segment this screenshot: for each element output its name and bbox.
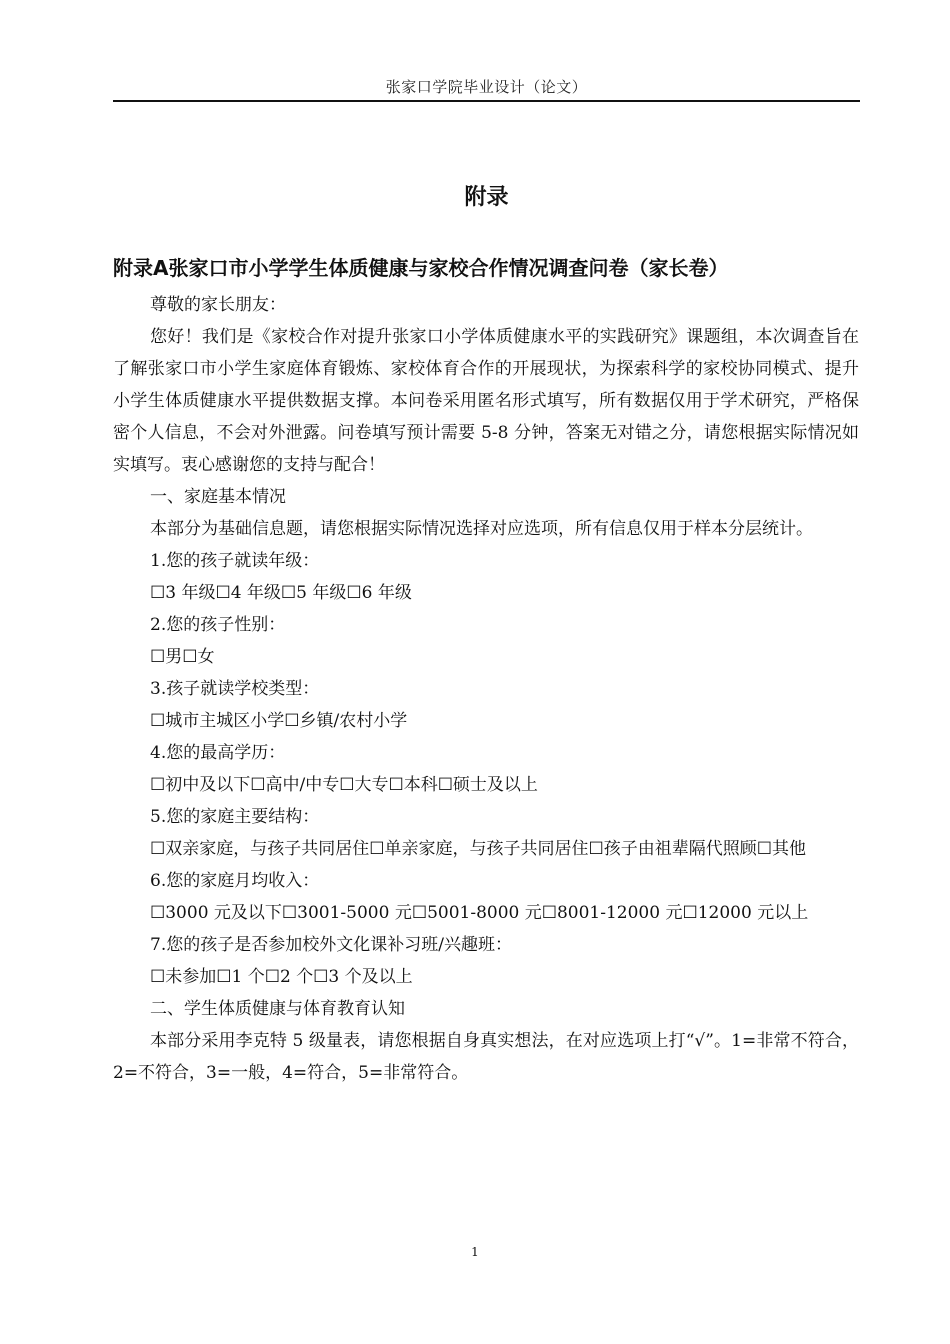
question-3-options: ☐城市主城区小学☐乡镇/农村小学 (150, 711, 408, 731)
running-header: 张家口学院毕业设计（论文） (385, 78, 588, 96)
question-6: 6.您的家庭月均收入： (150, 871, 320, 891)
section1-heading: 一、家庭基本情况 (150, 487, 286, 507)
question-6-options: ☐3000 元及以下☐3001-5000 元☐5001-8000 元☐8001-12000 元☐12000 元以上 (150, 903, 809, 923)
question-5-options: ☐双亲家庭，与孩子共同居住☐单亲家庭，与孩子共同居住☐孩子由祖辈隔代照顾☐其他 (150, 839, 806, 859)
section1-note: 本部分为基础信息题，请您根据实际情况选择对应选项，所有信息仅用于样本分层统计。 (150, 519, 813, 539)
header-rule (113, 100, 860, 102)
question-1-options: ☐3 年级☐4 年级☐5 年级☐6 年级 (150, 583, 412, 603)
question-3: 3.孩子就读学校类型： (150, 679, 320, 699)
question-4: 4.您的最高学历： (150, 743, 286, 763)
question-2: 2.您的孩子性别： (150, 615, 286, 635)
document-body (113, 289, 859, 1089)
question-1: 1.您的孩子就读年级： (150, 551, 320, 571)
question-7-options: ☐未参加☐1 个☐2 个☐3 个及以上 (150, 967, 413, 987)
appendix-title: 附录 (464, 185, 509, 210)
question-5: 5.您的家庭主要结构： (150, 807, 320, 827)
question-7: 7.您的孩子是否参加校外文化课补习班/兴趣班： (150, 935, 512, 955)
section2-note: 本部分采用李克特 5 级量表，请您根据自身真实想法，在对应选项上打“√”。1=非常不符合，2=不符合，3=一般，4=符合，5=非常符合。 (113, 1031, 859, 1083)
page-number: 1 (471, 1245, 479, 1259)
appendix-subtitle: 附录A张家口市小学学生体质健康与家校合作情况调查问卷（家长卷） (113, 256, 729, 280)
question-4-options: ☐初中及以下☐高中/中专☐大专☐本科☐硕士及以上 (150, 775, 538, 795)
salutation: 尊敬的家长朋友： (150, 295, 286, 315)
question-2-options: ☐男☐女 (150, 647, 215, 667)
section2-heading: 二、学生体质健康与体育教育认知 (150, 999, 405, 1019)
intro-paragraph: 您好！我们是《家校合作对提升张家口小学体质健康水平的实践研究》课题组，本次调查旨在了解张家口市小学生家庭体育锻炼、家校体育合作的开展现状，为探索科学的家校协同模式、提升小学生体质健康水平提供数据支撑。本问卷采用匿名形式填写，所有数据仅用于学术研究，严格保密个人信息，不会对外泄露。问卷填写预计需要 5-8 分钟，答案无对错之分，请您根据实际情况如实填写。衷心感谢您的支持与配合！ (113, 327, 859, 475)
